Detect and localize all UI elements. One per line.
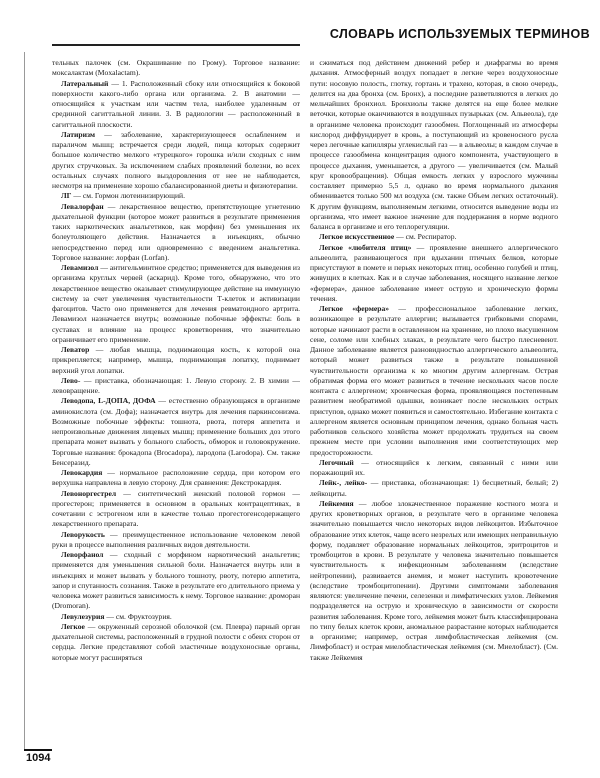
entry-definition: и сжиматься под действием движений ребер и диафрагмы во время дыхания. Атмосферный воздух попадает в легкие через воздухоносные пути: носовую полость, глотку, гортань и трахею, которая, в свою очередь, делится на два бронха (см. Бронх), а последние разветвляются в легких до мельчайших бронхиол. Бронхиолы также делятся на еще более мелкие веточки, которые оканчиваются в воздушных пузырьках (см. Альвеола), где в организме человека происходит газообмен. Поглощенный из атмосферы кислород диффундирует в кровь, а поступающий из кровеносного русла через легочные капилляры углекислый газ — в альвеолы; в каждом случае в процессе газообмена концентрация одного компонента, участвующего в процессе дыхания, уменьшается, а другого — увеличивается (см. Малый круг кровообращения). Общая емкость легких у взрослого мужчины составляет примерно 5,5 л, однако во время нормального дыхания обменивается только 500 мл воздуха (см. также Объем легких остаточный). К другим функциям, выполняемым легкими, относится выведение воды из организма, что имеет важное значение для поддержания в норме водного баланса в организме и его теплорегуляции.: [310, 58, 558, 231]
dictionary-entry: [52, 79, 300, 130]
entry-term: Леворфанол: [61, 550, 104, 559]
dictionary-entry: [52, 191, 300, 201]
entry-term: Легкое искусственное: [319, 232, 395, 242]
entry-definition: — нормальное расположение сердца, при котором его верхушка направлена в левую сторону. Для сравнения: Декстрокардия.: [52, 468, 300, 488]
entry-definition: — см. Гормон лютеинизирующий.: [71, 191, 185, 201]
entry-definition: — см. Респиратор.: [394, 232, 457, 242]
page-title: СЛОВАРЬ ИСПОЛЬЗУЕМЫХ ТЕРМИНОВ: [329, 27, 590, 41]
entry-term: Лейкемия: [319, 498, 354, 508]
dictionary-entry: [52, 58, 300, 79]
entry-term: Левамизол: [61, 263, 99, 272]
entry-term: Легкое «фермера»: [319, 304, 390, 313]
entry-definition: — синтетический женский половой гормон — прогестерон; применяется в основном в оральных контрацептивах, в сочетании с эстрогеном или в качестве только прогестогенсодержащего лекарственного препарата.: [52, 488, 300, 529]
entry-term: Легочный: [319, 457, 354, 467]
dictionary-entry: [52, 396, 300, 468]
entry-definition: - — приставка, обозначающая: 1. Левую сторону. 2. В химии — левовращение.: [52, 375, 300, 395]
running-header: [0, 0, 600, 52]
entry-definition: — преимущественное использование человеком левой руки в процессе выполнения различных видов деятельности.: [52, 529, 300, 549]
entry-definition: — см. Фруктозурия.: [104, 611, 172, 621]
page-margin-line: [24, 52, 25, 749]
entry-definition: — сходный с морфином наркотический анальгетик; применяется для уменьшения сильной боли. Назначается внутрь или в инъекциях и может вызвать у больного тошноту, рвоту, потерю аппетита, запор и спутанность сознания. Также в результате его длительного приема у человека может развиться зависимость к нему. Торговое название: дроморан (Dromoran).: [52, 550, 300, 611]
entry-definition: — проявление внешнего аллергического альвеолита, развивающегося при вдыхании птичьих белков, которые присутствуют в помете и перьях некоторых птиц, особенно голубей и птиц, живущих в клетках. Как и в случае заболевания, носящего название легкое «фермера», данное заболевание имеет острую и хроническую формы течения.: [310, 242, 558, 303]
entry-definition: — профессиональное заболевание легких, возникающее в результате аллергии; вызывается грибковыми спорами, которые начинают расти в оставленном на хранение, но плохо высушенном сене, соломе или хлебных злаках, в результате чего быстро плесневеют. Данное заболевание является разновидностью аллергического альвеолита, который может развиться также в результате повышенной чувствительности организма к ко многим другим аллергенам. Острая обратимая форма его может развиться в течение нескольких часов после контакта с аллергеном; хроническая форма, проявляющаяся постепенным развитием необратимой одышки, возникает после нескольких острых приступов, однако может появиться и самостоятельно. Избегание контакта с аллергеном является основным принципом лечения, однако больная часть работников сельского хозяйства может продолжать трудиться на своем прежнем месте при условии выполнения ими соответствующих мер предосторожности.: [310, 304, 558, 457]
dictionary-entry: [310, 58, 558, 232]
entry-definition: — окруженный серозной оболочкой (см. Плевра) парный орган дыхательной системы, расположенный в грудной полости с обеих сторон от сердца. Легкие представляют собой эластичные воздухоносные органы, которые могут расширяться: [52, 621, 300, 662]
entry-term: Лево: [61, 375, 78, 385]
entry-definition: — заболевание, характеризующееся ослаблением и параличом мышц; встречается среди людей, пища которых содержит большое количество мелкого «турецкого» горошка и/или сходных с ним других стручковых. За исключением слабых проявлений болезни, во всех остальных случаях полного выздоровления от нее не наблюдается, несмотря на применение хорошо сбалансированной диеты и физиотерапии.: [52, 129, 300, 190]
entry-definition: — естественно образующаяся в организме аминокислота (см. Дофа); назначается внутрь для лечения паркинсонизма. Возможные побочные эффекты: тошнота, рвота, потеря аппетита и непроизвольные движения лицевых мышц; применение больших доз этого препарата может вызвать у больного слабость, обморок и головокружение. Торговые названия: брокадопа (Brocadopa), лародопа (Larodopa). См. также Бенсеразид.: [52, 396, 300, 467]
dictionary-entry: [310, 478, 558, 499]
entry-definition: тельных палочек (см. Окрашивание по Грому). Торговое название: моксалактам (Moxalactam).: [52, 58, 300, 78]
left-column: [52, 58, 300, 758]
entry-term: Лейк-, лейко-: [319, 478, 368, 488]
dictionary-entry: [52, 489, 300, 530]
dictionary-entry: [52, 612, 300, 622]
entry-definition: — любое злокачественное поражение костного мозга и других кроветворных органов, в результате чего в организме человека значительно повышается число некоторых видов лейкоцитов. Избыточное образование этих клеток, чаще всего незрелых или имеющих неправильную форму, подавляет образование нормальных лейкоцитов, эритроцитов и тромбоцитов в крови. В результате у человека значительно повышается чувствительность к инфекционным заболеваниям (вследствие нейтропении), развивается анемия, и может наступить кровотечение (вследствие тромбоцитопении). Другими симптомами заболевания являются: увеличение печени, селезенки и лимфатических узлов. Лейкемия подразделяется на острую и хроническую в зависимости от скорости развития заболевания. Кроме того, лейкемия может быть классифицирована по типу белых клеток крови, аномальное разрастание которых наблюдается в организме; например, острая лимфобластическая лейкемия (см. Лимфобласт) и острая миелобластическая лейкемия (см. Миелобласт). (См. также Лейкемия: [310, 498, 558, 662]
dictionary-entry: [52, 550, 300, 612]
entry-term: Легкое: [61, 621, 85, 631]
dictionary-entry: [310, 232, 558, 242]
entry-term: Левокардия: [61, 468, 103, 477]
entry-term: Леворукость: [61, 529, 105, 539]
dictionary-entry: [52, 530, 300, 551]
entry-term: Леватор: [61, 345, 90, 354]
entry-term: Легкое «любителя птиц»: [319, 242, 412, 252]
dictionary-entry: [52, 202, 300, 264]
dictionary-entry: [310, 243, 558, 305]
entry-term: Левулезурия: [61, 611, 105, 621]
dictionary-entry: [52, 622, 300, 663]
dictionary-entry: [310, 304, 558, 458]
entry-term: Латеральный: [61, 78, 109, 88]
page-number-rule: [24, 749, 52, 751]
dictionary-entry: [310, 499, 558, 663]
entry-definition: — относящийся к легким, связанный с ними или поражающий их.: [310, 457, 558, 477]
entry-definition: — лекарственное вещество, препятствующее угнетению дыхательной функции (которое может развиться в результате применения таких наркотических анальгетиков, как морфин) без уменьшения их болеутоляющего действия. Назначается в инъекциях, обычно непосредственно перед или одновременно с введением анальгетика. Торговое название: лорфан (Lorfan).: [52, 201, 300, 262]
entry-definition: — антигельминтное средство; применяется для выведения из организма круглых червей (аскарид). Кроме того, обнаружено, что это лекарственное вещество оказывает стимулирующее действие на иммунную систему за счет увеличения чувствительности Т-клеток и активизации фагоцитов. Часто оно применяется для лечения ревматоидного артрита. Левамизол назначается внутрь; возможные побочные эффекты: боль в суставах и влияние на процесс кроветворения, что значительно ограничивает его применение.: [52, 263, 300, 344]
dictionary-entry: [52, 345, 300, 376]
dictionary-entry: [310, 458, 558, 479]
right-column: [310, 58, 558, 758]
entry-definition: — любая мышца, поднимающая кость, к которой она прикрепляется; например, мышца, поднимающая лопатку, поднимает верхний угол лопатки.: [52, 345, 300, 375]
dictionary-entry: [52, 263, 300, 345]
entry-term: Леводопа, L-ДОПА, ДОФА: [61, 396, 156, 406]
page-number: 1094: [26, 752, 51, 764]
entry-term: Левалорфан: [61, 201, 104, 211]
entry-term: Латиризм: [61, 129, 96, 139]
entry-definition: — 1. Расположенный сбоку или относящийся к боковой поверхности какого-либо органа или организма. 2. В анатомии — относящийся к участкам или частям тела, наиболее удаленным от срединной сагиттальной линии. 3. В радиологии — расположенный в сагиттальной плоскости.: [52, 78, 300, 129]
entry-definition: — приставка, обозначающая: 1) бесцветный, белый; 2) лейкоциты.: [310, 478, 558, 498]
entry-term: ЛГ: [61, 191, 72, 201]
dictionary-entry: [52, 130, 300, 192]
dictionary-entry: [52, 468, 300, 489]
dictionary-entry: [52, 376, 300, 397]
entry-term: Левоноргестрел: [61, 488, 117, 498]
